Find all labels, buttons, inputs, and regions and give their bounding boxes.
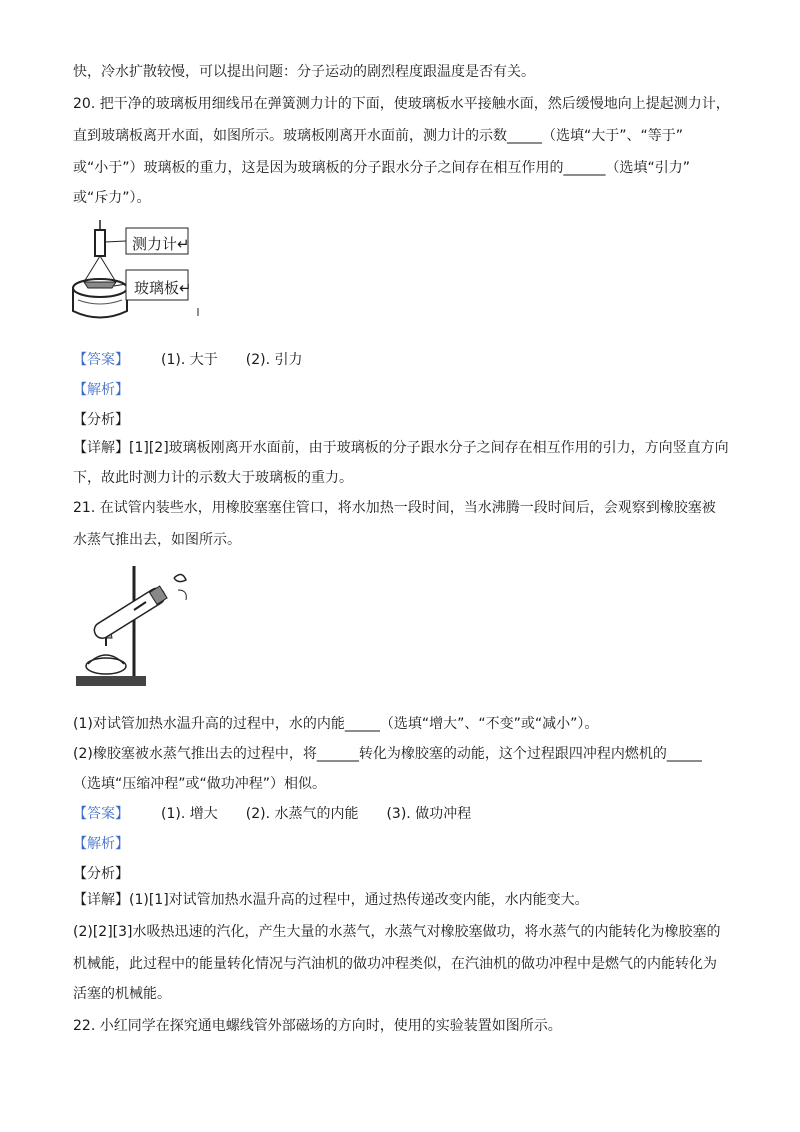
fenxi-tag: 【分析】 bbox=[73, 412, 129, 428]
answer-tag: 【答案】 bbox=[73, 806, 129, 822]
answer-row bbox=[73, 804, 471, 824]
question-20-text: 或“斥力”）。 bbox=[73, 190, 151, 206]
answer-value: (3). 做功冲程 bbox=[386, 806, 472, 822]
question-20-text: 直到玻璃板离开水面，如图所示。玻璃板刚离开水面前，测力计的示数_____（选填“大于”、“等于” bbox=[73, 128, 684, 144]
sub-question: (2)橡胶塞被水蒸气推出去的过程中，将______转化为橡胶塞的动能，这个过程跟四冲程内燃机的_____ bbox=[73, 746, 702, 762]
figure-label-scale: 测力计↵ bbox=[132, 235, 190, 253]
test-tube-apparatus-figure bbox=[74, 560, 194, 690]
detail-text: 活塞的机械能。 bbox=[73, 986, 171, 1002]
detail-text: (2)[2][3]水吸热迅速的汽化，产生大量的水蒸气，水蒸气对橡胶塞做功，将水蒸气的内能转化为橡胶塞的 bbox=[73, 924, 721, 940]
question-20-text: 20. 把干净的玻璃板用细线吊在弹簧测力计的下面，使玻璃板水平接触水面，然后缓慢地向上提起测力计， bbox=[73, 96, 730, 112]
paragraph-text: 快，冷水扩散较慢，可以提出问题：分子运动的剧烈程度跟温度是否有关。 bbox=[73, 64, 535, 80]
question-21-text: 水蒸气推出去，如图所示。 bbox=[73, 532, 241, 548]
detail-text: 【详解】(1)[1]对试管加热水温升高的过程中，通过热传递改变内能，水内能变大。 bbox=[73, 892, 589, 908]
sub-question: (1)对试管加热水温升高的过程中，水的内能_____（选填“增大”、“不变”或“减小”）。 bbox=[73, 716, 599, 732]
question-21-text: 21. 在试管内装些水，用橡胶塞塞住管口，将水加热一段时间，当水沸腾一段时间后，会观察到橡胶塞被 bbox=[73, 500, 716, 516]
answer-value: (2). 引力 bbox=[245, 352, 303, 368]
answer-value: (1). 增大 bbox=[161, 806, 218, 822]
question-20-text: 或“小于”）玻璃板的重力，这是因为玻璃板的分子跟水分子之间存在相互作用的______（选填“引力” bbox=[73, 160, 691, 176]
answer-row bbox=[73, 350, 302, 370]
answer-value: (2). 水蒸气的内能 bbox=[245, 806, 359, 822]
sub-question: （选填“压缩冲程”或“做功冲程”）相似。 bbox=[73, 776, 327, 792]
fenxi-tag: 【分析】 bbox=[73, 866, 129, 882]
answer-value: (1). 大于 bbox=[161, 352, 218, 368]
jiexi-tag: 【解析】 bbox=[73, 836, 129, 852]
detail-text: 【详解】[1][2]玻璃板刚离开水面前，由于玻璃板的分子跟水分子之间存在相互作用的引力，方向竖直方向 bbox=[73, 440, 729, 456]
detail-text: 下，故此时测力计的示数大于玻璃板的重力。 bbox=[73, 470, 353, 486]
spring-scale-figure bbox=[70, 216, 200, 326]
answer-tag: 【答案】 bbox=[73, 352, 129, 368]
figure-label-plate: 玻璃板↵ bbox=[134, 279, 192, 297]
detail-text: 机械能，此过程中的能量转化情况与汽油机的做功冲程类似，在汽油机的做功冲程中是燃气的内能转化为 bbox=[73, 956, 717, 972]
question-22-text: 22. 小红同学在探究通电螺线管外部磁场的方向时，使用的实验装置如图所示。 bbox=[73, 1018, 562, 1034]
jiexi-tag: 【解析】 bbox=[73, 382, 129, 398]
